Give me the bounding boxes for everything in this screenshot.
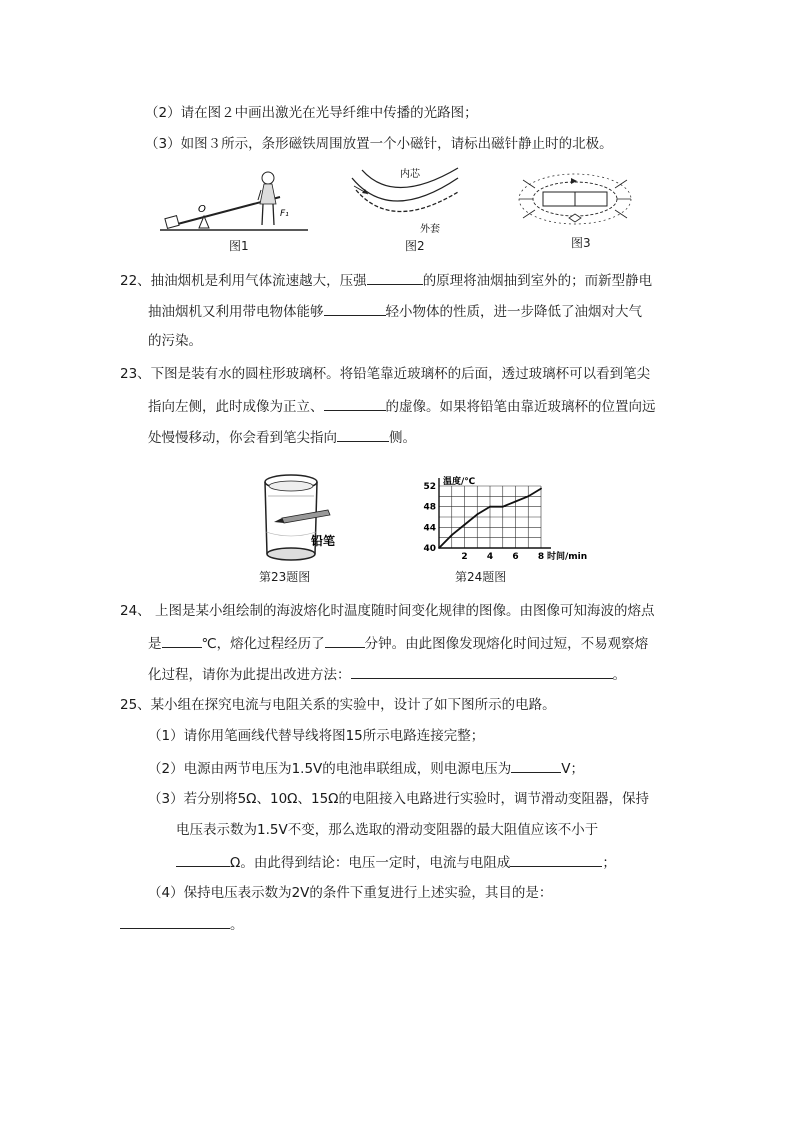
q25-sub2: （2）电源由两节电压为1.5V的电池串联组成，则电源电压为 V； [148,758,584,778]
q25-blank-1[interactable] [511,758,561,773]
weight-box [165,216,179,229]
figure-24-caption: 第24题图 [455,570,507,584]
x-tick-label: 4 [486,552,494,562]
figure-3-magnet [515,172,635,228]
q22-line1: 22、抽油烟机是利用气体流速越大，压强 的原理将油烟抽到室外的；而新型静电 [120,270,652,290]
compass-needle [569,214,581,222]
q25-blank-2[interactable] [176,852,230,867]
data-point [527,495,529,497]
figure-2-fiber [350,166,462,238]
figure-23-glass [258,472,348,568]
pencil-label: 铅笔 [311,534,336,548]
x-tick-label: 6 [512,552,519,562]
data-point [540,488,542,490]
figure-1-lever [160,170,310,232]
q21-sub2: （2）请在图２中画出激光在光导纤维中传播的光路图； [145,105,478,121]
q24-line2: 是 ℃，熔化过程经历了 分钟。由此图像发现熔化时间过短，不易观察熔 [148,633,648,653]
q25-blank-3[interactable] [510,852,602,867]
data-point [464,524,466,526]
x-tick-label: 2 [461,552,468,562]
q24-line1: 24、 上图是某小组绘制的海波熔化时温度随时间变化规律的图像。由图像可知海波的熔点 [120,603,655,619]
q24-blank-3[interactable] [351,664,613,679]
q22-blank-1[interactable] [367,270,423,285]
person-head [262,172,274,184]
data-point [438,547,440,549]
y-tick-label: 48 [423,502,436,513]
x-tick-label: 8 [537,552,545,562]
inner-core-label: 内芯 [400,169,420,180]
q25-sub4-answer: 。 [120,914,244,934]
y-tick-label: 40 [423,544,436,554]
force-label: F₁ [280,209,289,219]
x-axis-label: 时间/min [547,552,588,562]
q22-blank-2[interactable] [324,301,386,316]
q22-line3: 的污染。 [148,333,202,349]
q25-line1: 25、某小组在探究电流与电阻关系的实验中，设计了如下图所示的电路。 [120,697,556,713]
figure-1-caption: 图1 [229,239,249,253]
person-body [260,184,276,204]
data-point [515,501,517,503]
pivot-label: O [198,204,206,215]
q23-line2: 指向左侧，此时成像为正立、 的虚像。如果将铅笔由靠近玻璃杯的位置向远 [148,396,656,416]
y-axis-label: 温度/℃ [443,477,476,487]
data-point [502,506,504,508]
q25-sub1: （1）请你用笔画线代替导线将图15所示电路连接完整； [148,728,485,744]
y-tick-label: 44 [423,523,436,534]
q21-sub3: （3）如图３所示，条形磁铁周围放置一个小磁针，请标出磁针静止时的北极。 [145,136,613,152]
data-point [476,514,478,516]
q22-line2: 抽油烟机又利用带电物体能够 轻小物体的性质，进一步降低了油烟对大气 [148,301,642,321]
q24-blank-1[interactable] [162,633,202,648]
q25-sub3-line3: Ω。由此得到结论：电压一定时，电流与电阻成 ； [176,852,616,872]
y-tick-label: 52 [423,482,436,492]
data-point [451,534,453,536]
figure-24-chart [415,474,588,566]
q25-blank-4[interactable] [120,914,230,929]
figure-2-caption: 图2 [405,239,425,253]
data-point [489,506,491,508]
q23-blank-1[interactable] [324,396,386,411]
q25-sub3-line1: （3）若分别将5Ω、10Ω、15Ω的电阻接入电路进行实验时，调节滑动变阻器，保持 [148,791,649,807]
q23-line1: 23、下图是装有水的圆柱形玻璃杯。将铅笔靠近玻璃杯的后面，透过玻璃杯可以看到笔尖 [120,366,651,382]
q23-blank-2[interactable] [337,427,389,442]
q24-blank-2[interactable] [325,633,365,648]
q24-line3: 化过程，请你为此提出改进方法： 。 [148,664,626,684]
q25-sub4: （4）保持电压表示数为2V的条件下重复进行上述实验，其目的是： [148,885,553,901]
q23-line3: 处慢慢移动，你会看到笔尖指向 侧。 [148,427,416,447]
figure-23-caption: 第23题图 [259,570,311,584]
outer-sheath-label: 外套 [420,224,440,235]
figure-3-caption: 图3 [571,236,591,250]
q25-sub3-line2: 电压表示数为1.5V不变，那么选取的滑动变阻器的最大阻值应该不小于 [176,822,599,838]
pencil [282,510,330,523]
